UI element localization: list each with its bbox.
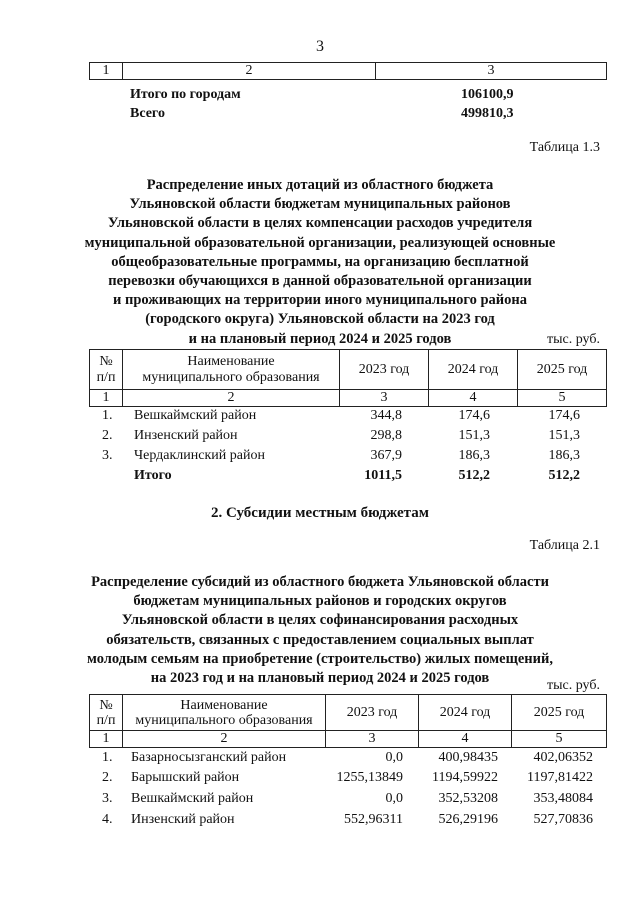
header-2025: 2025 год: [512, 695, 607, 731]
col-number-2: 2: [123, 731, 326, 748]
header-number: № п/п: [90, 350, 123, 390]
col-number-2: 2: [123, 63, 376, 80]
header-2024: 2024 год: [419, 695, 512, 731]
table-1-3-header: [89, 349, 607, 407]
col-number-2: 2: [123, 390, 340, 407]
table-1-3-units: тыс. руб.: [547, 332, 600, 347]
table-2-1-title: [40, 573, 600, 688]
title-line: молодым семьям на приобретение (строительство) жилых помещений,: [87, 650, 553, 667]
title-line: Ульяновской области в целях софинансирования расходных: [121, 612, 519, 629]
table-2-1-ref: Таблица 2.1: [529, 538, 600, 553]
table-1-3-title: [60, 176, 580, 349]
header-2023: 2023 год: [326, 695, 419, 731]
col-number-1: 1: [90, 731, 123, 748]
title-line: и проживающих на территории иного муниципального района: [112, 292, 527, 309]
title-line: муниципальной образовательной организации, реализующей основные: [84, 234, 556, 251]
total-cities-value: 106100,9: [461, 87, 514, 102]
col-number-3: 3: [376, 63, 607, 80]
header-name: Наименование муниципального образования: [123, 695, 326, 731]
title-line: бюджетам муниципальных районов и городских округов: [133, 593, 507, 610]
col-number-1: 1: [90, 63, 123, 80]
title-line: Ульяновской области в целях компенсации расходов учредителя: [107, 215, 533, 232]
header-2023: 2023 год: [340, 350, 429, 390]
col-number-3: 3: [326, 731, 419, 748]
title-line: обязательств, связанных с предоставлением социальных выплат: [106, 631, 534, 648]
total-cities-label: Итого по городам: [130, 87, 241, 102]
col-number-5: 5: [512, 731, 607, 748]
title-line: Распределение субсидий из областного бюджета Ульяновской области: [91, 574, 549, 590]
title-line: общеобразовательные программы, на организацию бесплатной: [111, 253, 529, 270]
table-1-3-ref: Таблица 1.3: [529, 140, 600, 155]
title-line: (городского округа) Ульяновской области на 2023 год: [145, 311, 495, 328]
section-heading: 2. Субсидии местным бюджетам: [211, 505, 429, 521]
col-number-4: 4: [429, 390, 518, 407]
header-name: Наименование муниципального образования: [123, 350, 340, 390]
table-2-1-header: [89, 694, 607, 748]
header-2024: 2024 год: [429, 350, 518, 390]
title-line: и на плановый период 2024 и 2025 годов: [188, 330, 452, 347]
title-line: перевозки обучающихся в данной образовательной организации: [108, 273, 532, 290]
grand-total-value: 499810,3: [461, 106, 514, 121]
title-line: Ульяновской области бюджетам муниципальных районов: [129, 196, 511, 213]
title-line: Распределение иных дотаций из областного бюджета: [146, 177, 494, 193]
col-number-4: 4: [419, 731, 512, 748]
title-line: на 2023 год и на плановый период 2024 и 2025 годов: [150, 670, 490, 687]
table-2-1-units: тыс. руб.: [547, 678, 600, 693]
header-2025: 2025 год: [518, 350, 607, 390]
col-number-3: 3: [340, 390, 429, 407]
page-number: 3: [316, 38, 324, 55]
col-number-1: 1: [90, 390, 123, 407]
top-table-header: [89, 62, 607, 80]
header-number: № п/п: [90, 695, 123, 731]
grand-total-label: Всего: [130, 106, 165, 121]
col-number-5: 5: [518, 390, 607, 407]
